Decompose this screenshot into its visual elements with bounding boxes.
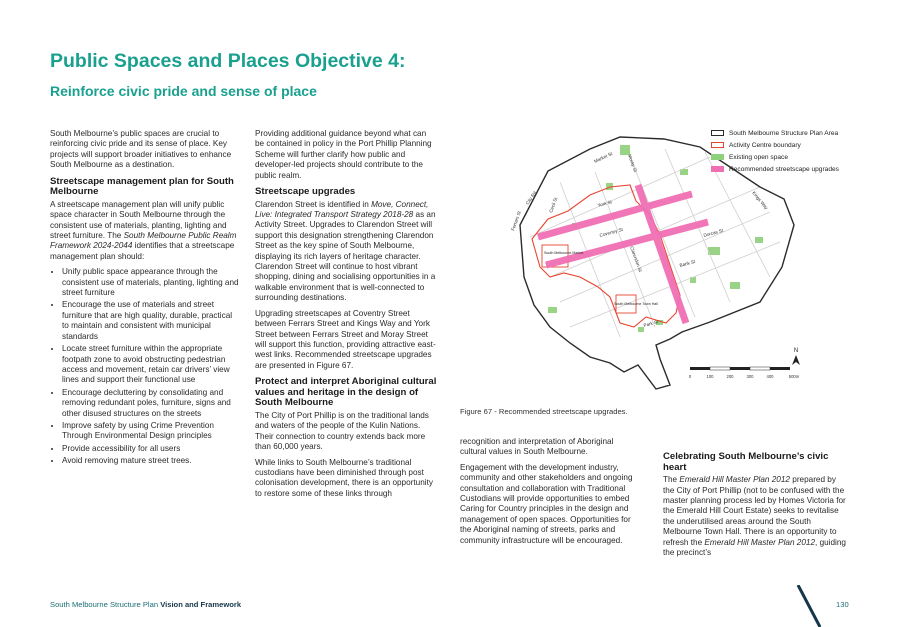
column-1 [50,129,240,469]
legend-item [711,151,853,163]
legend-item [711,127,853,139]
legend-item [711,139,853,151]
column-2 [255,129,437,504]
footer-bold-text: Vision and Framework [160,600,242,609]
scale-bar [690,367,790,370]
scale-label: 400 [766,374,774,379]
list-item: • Improve safety by using Crime Prevention Through Environmental Design principles [62,421,240,442]
scale-label: 500m [788,374,800,379]
recognition-paragraph: recognition and interpretation of Aboriginal cultural values in South Melbourne. [460,437,614,457]
street-label: City Rd [524,190,538,206]
kulin-paragraph: The City of Port Phillip is on the traditional lands and waters of the people of the Kulin Nations. Their connection to country extends back more than 60,000 years. [255,410,429,452]
streetscape-management-paragraph: A streetscape management plan will unify public space character in South Melbourne through the consistent use of materials, planting, lighting and street furniture. The South Melbourne Public Realm Framework 2024-2044 identifies that a streetscape management plan should: [50,199,237,261]
page-subtitle: Reinforce civic pride and sense of place [50,83,317,99]
legend-label: Activity Centre boundary [729,141,801,149]
legend-swatch-structure-plan [711,130,724,136]
decorative-slash-icon [794,585,824,627]
street-label: Park St [642,319,659,328]
column-3 [460,437,640,551]
list-item: • Locate street furniture within the appropriate footpath zone to avoid obstructing pedestrian access and movement, retain car drivers’ view lines and support their functional use [62,344,240,386]
street-label: York St [596,199,613,208]
list-item: • Unify public space appearance through the consistent use of materials, planting, lighting and street furniture [62,267,240,298]
page-footer [50,600,241,609]
engagement-paragraph: Engagement with the development industry, community and other stakeholders and ongoing consultation and collaboration with Traditional Custodians will provide opportunities to embed Caring for Country principles in the design and management of open spaces. Opportunities for the Aboriginal naming of streets, parks and community infrastructure will be encouraged. [460,462,633,545]
scale-label: 300 [746,374,754,379]
scale-label: 0 [688,374,692,379]
page-number: 130 [836,600,849,609]
column-4 [663,452,848,563]
list-item: • Encourage the use of materials and street furniture that are high quality, durable, practical to maintain and consistent with municipal standards [62,300,240,342]
upgrading-paragraph: Upgrading streetscapes at Coventry Street between Ferrars Street and Kings Way and York Street between Ferrars Street and Moray Street will support this function, providing attractive east-west links. Recommended streetscape upgrades are presented in Figure 67. [255,308,436,370]
scale-label: 200 [726,374,734,379]
map-legend [711,127,853,175]
street-label: Clarendon St [629,245,643,273]
streetscape-plan-list [50,267,240,466]
street-label: Coventry St [598,226,624,238]
list-item: • Avoid removing mature street trees. [62,456,240,466]
street-label: Market St [593,151,614,164]
street-label: Dorcas St [702,227,724,238]
legend-item [711,163,853,175]
custodians-paragraph: While links to South Melbourne’s traditional custodians have been diminished through post colonisation development, there is an opportunity to restore some of these links through [255,457,433,498]
list-item: • Provide accessibility for all users [62,444,240,454]
figure-caption: Figure 67 - Recommended streetscape upgrades. [460,407,628,416]
emerald-hill-paragraph: The Emerald Hill Master Plan 2012 prepared by the City of Port Phillip (not to be confused with the master planning process led by Homes Victoria for the Emerald Hill Court Estate) seeks to revitalise the underutilised areas around the South Melbourne Town Hall. There is an opportunity to refresh the Emerald Hill Master Plan 2012, guiding the precinct’s [663,475,846,558]
section-heading-aboriginal-heritage: Protect and interpret Aboriginal cultural values and heritage in the design of South Melbourne [255,376,437,409]
market-label: South Melbourne Market [544,251,584,255]
legend-swatch-streetscape-upgrades [711,166,724,172]
intro-paragraph: South Melbourne’s public spaces are crucial to reinforcing civic pride and its sense of place. Key projects will support broader initiatives to enhance South Melbourne as a destination. [50,129,232,170]
scale-label: 100 [706,374,714,379]
town-hall-label: South Melbourne Town Hall [614,302,658,306]
street-label: Moray St [627,153,639,173]
street-label: Ferrars St [510,210,522,232]
legend-label: Existing open space [729,153,789,161]
street-label: Bank St [678,258,696,268]
list-item: • Encourage decluttering by consolidating and removing redundant poles, furniture, signs and other disused structures on the streets [62,388,240,419]
street-label: Cecil St [548,196,559,214]
footer-text: South Melbourne Structure Plan [50,600,161,609]
legend-swatch-activity-centre [711,142,724,148]
legend-swatch-open-space [711,154,724,160]
guidance-paragraph: Providing additional guidance beyond what can be contained in policy in the Port Phillip Planning Scheme will further clarify how public and developer-led projects should contribute to the public realm. [255,129,432,180]
section-heading-streetscape-management: Streetscape management plan for South Melbourne [50,175,234,198]
legend-label: South Melbourne Structure Plan Area [729,129,839,137]
clarendon-paragraph: Clarendon Street is identified in Move, Connect, Live: Integrated Transport Strategy 2018-28 as an Activity Street. Upgrades to Clarendon Street will support this designation strengthening Clarendon Street as the key spine of South Melbourne, displaying its rich layers of heritage character. Clarendon Street will continue to host vibrant shopping, dining and socialising opportunities in a walkable environment that is well-connected to surrounding destinations. [255,199,436,303]
north-label: N [793,348,799,354]
page-title: Public Spaces and Places Objective 4: [50,50,406,72]
north-arrow-icon [792,348,800,365]
street-label: Kings Way [751,190,770,211]
scale-labels [689,374,800,379]
legend-label: Recommended streetscape upgrades [729,165,839,173]
section-heading-civic-heart: Celebrating South Melbourne’s civic heart [663,451,829,473]
section-heading-streetscape-upgrades: Streetscape upgrades [255,186,356,198]
